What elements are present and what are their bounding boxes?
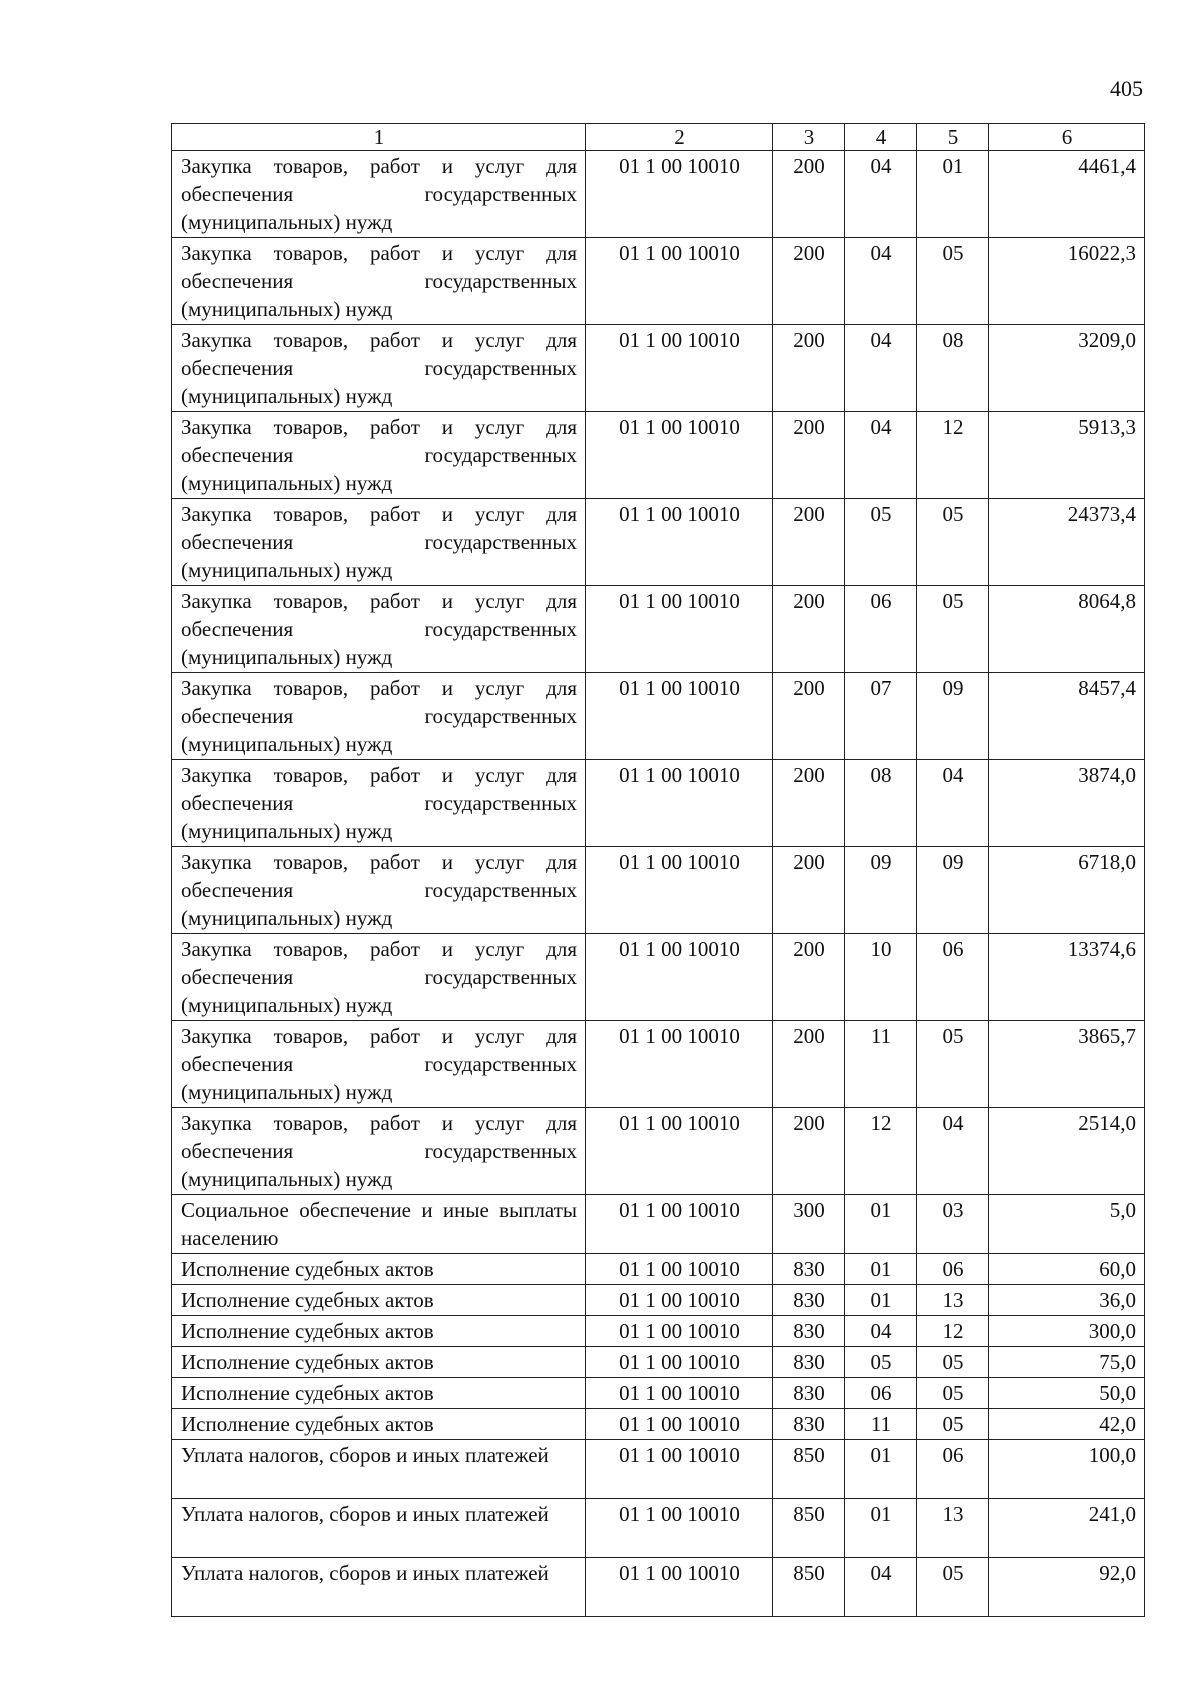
row-name-cell: Закупка товаров, работ и услуг для обеспечения государственных (муниципальных) нужд — [172, 673, 586, 760]
row-sum-cell: 24373,4 — [989, 499, 1145, 586]
row-col5-cell: 12 — [917, 1316, 989, 1347]
row-code-cell: 01 1 00 10010 — [586, 1558, 773, 1617]
row-col4-cell: 09 — [845, 847, 917, 934]
row-col4-cell: 04 — [845, 238, 917, 325]
row-code-cell: 01 1 00 10010 — [586, 1021, 773, 1108]
row-name-cell: Уплата налогов, сборов и иных платежей — [172, 1440, 586, 1499]
row-col5-cell: 05 — [917, 1021, 989, 1108]
row-col5-cell: 01 — [917, 151, 989, 238]
row-col4-cell: 06 — [845, 1378, 917, 1409]
row-col3-cell: 200 — [773, 1108, 845, 1195]
row-col3-cell: 830 — [773, 1254, 845, 1285]
row-code-cell: 01 1 00 10010 — [586, 238, 773, 325]
row-name-cell: Исполнение судебных актов — [172, 1347, 586, 1378]
row-code-cell: 01 1 00 10010 — [586, 760, 773, 847]
row-col5-cell: 06 — [917, 1254, 989, 1285]
row-code-cell: 01 1 00 10010 — [586, 325, 773, 412]
row-col4-cell: 11 — [845, 1021, 917, 1108]
row-col4-cell: 06 — [845, 586, 917, 673]
row-col5-cell: 05 — [917, 499, 989, 586]
table-row — [172, 1440, 1145, 1499]
row-sum-cell: 42,0 — [989, 1409, 1145, 1440]
row-col4-cell: 05 — [845, 499, 917, 586]
row-code-cell: 01 1 00 10010 — [586, 586, 773, 673]
table-row — [172, 1195, 1145, 1254]
row-col4-cell: 01 — [845, 1499, 917, 1558]
table-row — [172, 238, 1145, 325]
row-col3-cell: 200 — [773, 586, 845, 673]
header-cell: 2 — [586, 124, 773, 151]
row-sum-cell: 16022,3 — [989, 238, 1145, 325]
row-sum-cell: 2514,0 — [989, 1108, 1145, 1195]
row-col3-cell: 200 — [773, 151, 845, 238]
header-cell: 6 — [989, 124, 1145, 151]
row-name-cell: Закупка товаров, работ и услуг для обеспечения государственных (муниципальных) нужд — [172, 847, 586, 934]
row-col3-cell: 200 — [773, 847, 845, 934]
page-number: 405 — [1110, 76, 1143, 101]
row-col3-cell: 200 — [773, 325, 845, 412]
row-name-cell: Закупка товаров, работ и услуг для обеспечения государственных (муниципальных) нужд — [172, 934, 586, 1021]
row-name-cell: Закупка товаров, работ и услуг для обеспечения государственных (муниципальных) нужд — [172, 760, 586, 847]
row-col5-cell: 13 — [917, 1285, 989, 1316]
row-col5-cell: 05 — [917, 1378, 989, 1409]
row-col5-cell: 05 — [917, 1558, 989, 1617]
row-col5-cell: 04 — [917, 1108, 989, 1195]
row-sum-cell: 8064,8 — [989, 586, 1145, 673]
row-name-cell: Исполнение судебных актов — [172, 1285, 586, 1316]
row-code-cell: 01 1 00 10010 — [586, 1347, 773, 1378]
row-col3-cell: 200 — [773, 934, 845, 1021]
row-name-cell: Социальное обеспечение и иные выплаты населению — [172, 1195, 586, 1254]
row-code-cell: 01 1 00 10010 — [586, 673, 773, 760]
row-col3-cell: 300 — [773, 1195, 845, 1254]
row-sum-cell: 4461,4 — [989, 151, 1145, 238]
row-col4-cell: 04 — [845, 412, 917, 499]
row-col3-cell: 830 — [773, 1347, 845, 1378]
row-col3-cell: 200 — [773, 412, 845, 499]
row-col4-cell: 04 — [845, 1558, 917, 1617]
row-col4-cell: 01 — [845, 1285, 917, 1316]
row-sum-cell: 92,0 — [989, 1558, 1145, 1617]
table-header-row — [172, 124, 1145, 151]
row-col3-cell: 200 — [773, 760, 845, 847]
row-code-cell: 01 1 00 10010 — [586, 934, 773, 1021]
row-col5-cell: 04 — [917, 760, 989, 847]
row-col5-cell: 08 — [917, 325, 989, 412]
table-row — [172, 1021, 1145, 1108]
table-row — [172, 760, 1145, 847]
table-row — [172, 1499, 1145, 1558]
row-col4-cell: 01 — [845, 1195, 917, 1254]
row-name-cell: Закупка товаров, работ и услуг для обеспечения государственных (муниципальных) нужд — [172, 238, 586, 325]
table-row — [172, 1108, 1145, 1195]
row-name-cell: Исполнение судебных актов — [172, 1409, 586, 1440]
row-code-cell: 01 1 00 10010 — [586, 151, 773, 238]
row-sum-cell: 13374,6 — [989, 934, 1145, 1021]
row-code-cell: 01 1 00 10010 — [586, 1285, 773, 1316]
header-cell: 1 — [172, 124, 586, 151]
row-name-cell: Исполнение судебных актов — [172, 1378, 586, 1409]
row-sum-cell: 50,0 — [989, 1378, 1145, 1409]
row-sum-cell: 3865,7 — [989, 1021, 1145, 1108]
row-col3-cell: 850 — [773, 1558, 845, 1617]
row-sum-cell: 100,0 — [989, 1440, 1145, 1499]
row-name-cell: Уплата налогов, сборов и иных платежей — [172, 1558, 586, 1617]
row-name-cell: Уплата налогов, сборов и иных платежей — [172, 1499, 586, 1558]
row-col4-cell: 01 — [845, 1254, 917, 1285]
table-row — [172, 1254, 1145, 1285]
row-code-cell: 01 1 00 10010 — [586, 1108, 773, 1195]
row-sum-cell: 6718,0 — [989, 847, 1145, 934]
row-code-cell: 01 1 00 10010 — [586, 1378, 773, 1409]
row-col5-cell: 05 — [917, 586, 989, 673]
header-cell: 5 — [917, 124, 989, 151]
row-col5-cell: 05 — [917, 238, 989, 325]
row-col4-cell: 11 — [845, 1409, 917, 1440]
table-row — [172, 1378, 1145, 1409]
row-sum-cell: 75,0 — [989, 1347, 1145, 1378]
row-name-cell: Исполнение судебных актов — [172, 1316, 586, 1347]
table-row — [172, 934, 1145, 1021]
row-name-cell: Исполнение судебных актов — [172, 1254, 586, 1285]
table-row — [172, 499, 1145, 586]
row-col3-cell: 200 — [773, 499, 845, 586]
row-sum-cell: 60,0 — [989, 1254, 1145, 1285]
row-code-cell: 01 1 00 10010 — [586, 1499, 773, 1558]
row-col4-cell: 05 — [845, 1347, 917, 1378]
row-col4-cell: 07 — [845, 673, 917, 760]
header-cell: 4 — [845, 124, 917, 151]
row-col3-cell: 200 — [773, 1021, 845, 1108]
table-row — [172, 412, 1145, 499]
table-row — [172, 673, 1145, 760]
row-col4-cell: 12 — [845, 1108, 917, 1195]
row-sum-cell: 8457,4 — [989, 673, 1145, 760]
table-row — [172, 325, 1145, 412]
table-row — [172, 1347, 1145, 1378]
row-col5-cell: 13 — [917, 1499, 989, 1558]
table-row — [172, 1285, 1145, 1316]
row-name-cell: Закупка товаров, работ и услуг для обеспечения государственных (муниципальных) нужд — [172, 1108, 586, 1195]
row-name-cell: Закупка товаров, работ и услуг для обеспечения государственных (муниципальных) нужд — [172, 325, 586, 412]
row-sum-cell: 300,0 — [989, 1316, 1145, 1347]
row-col5-cell: 05 — [917, 1347, 989, 1378]
row-code-cell: 01 1 00 10010 — [586, 1195, 773, 1254]
row-col5-cell: 05 — [917, 1409, 989, 1440]
table-row — [172, 847, 1145, 934]
table-row — [172, 1558, 1145, 1617]
row-name-cell: Закупка товаров, работ и услуг для обеспечения государственных (муниципальных) нужд — [172, 1021, 586, 1108]
table-row — [172, 1316, 1145, 1347]
row-col4-cell: 04 — [845, 151, 917, 238]
row-col5-cell: 09 — [917, 847, 989, 934]
row-col4-cell: 04 — [845, 1316, 917, 1347]
row-sum-cell: 5,0 — [989, 1195, 1145, 1254]
row-code-cell: 01 1 00 10010 — [586, 412, 773, 499]
budget-table — [171, 123, 1145, 1617]
row-col3-cell: 830 — [773, 1378, 845, 1409]
row-sum-cell: 3874,0 — [989, 760, 1145, 847]
row-col3-cell: 200 — [773, 673, 845, 760]
row-name-cell: Закупка товаров, работ и услуг для обеспечения государственных (муниципальных) нужд — [172, 412, 586, 499]
row-code-cell: 01 1 00 10010 — [586, 1409, 773, 1440]
row-col4-cell: 01 — [845, 1440, 917, 1499]
row-col4-cell: 04 — [845, 325, 917, 412]
table-row — [172, 1409, 1145, 1440]
row-sum-cell: 36,0 — [989, 1285, 1145, 1316]
row-sum-cell: 3209,0 — [989, 325, 1145, 412]
row-code-cell: 01 1 00 10010 — [586, 1440, 773, 1499]
row-col3-cell: 830 — [773, 1409, 845, 1440]
row-col3-cell: 200 — [773, 238, 845, 325]
row-name-cell: Закупка товаров, работ и услуг для обеспечения государственных (муниципальных) нужд — [172, 499, 586, 586]
budget-table-body — [172, 124, 1145, 1617]
row-col4-cell: 08 — [845, 760, 917, 847]
row-col3-cell: 830 — [773, 1316, 845, 1347]
row-name-cell: Закупка товаров, работ и услуг для обеспечения государственных (муниципальных) нужд — [172, 586, 586, 673]
row-col3-cell: 850 — [773, 1440, 845, 1499]
row-code-cell: 01 1 00 10010 — [586, 499, 773, 586]
row-code-cell: 01 1 00 10010 — [586, 1254, 773, 1285]
row-col5-cell: 03 — [917, 1195, 989, 1254]
table-row — [172, 151, 1145, 238]
row-col5-cell: 06 — [917, 934, 989, 1021]
row-col3-cell: 850 — [773, 1499, 845, 1558]
row-code-cell: 01 1 00 10010 — [586, 847, 773, 934]
row-code-cell: 01 1 00 10010 — [586, 1316, 773, 1347]
table-row — [172, 586, 1145, 673]
row-col4-cell: 10 — [845, 934, 917, 1021]
row-name-cell: Закупка товаров, работ и услуг для обеспечения государственных (муниципальных) нужд — [172, 151, 586, 238]
header-cell: 3 — [773, 124, 845, 151]
row-sum-cell: 241,0 — [989, 1499, 1145, 1558]
row-col3-cell: 830 — [773, 1285, 845, 1316]
row-col5-cell: 09 — [917, 673, 989, 760]
row-sum-cell: 5913,3 — [989, 412, 1145, 499]
row-col5-cell: 12 — [917, 412, 989, 499]
row-col5-cell: 06 — [917, 1440, 989, 1499]
